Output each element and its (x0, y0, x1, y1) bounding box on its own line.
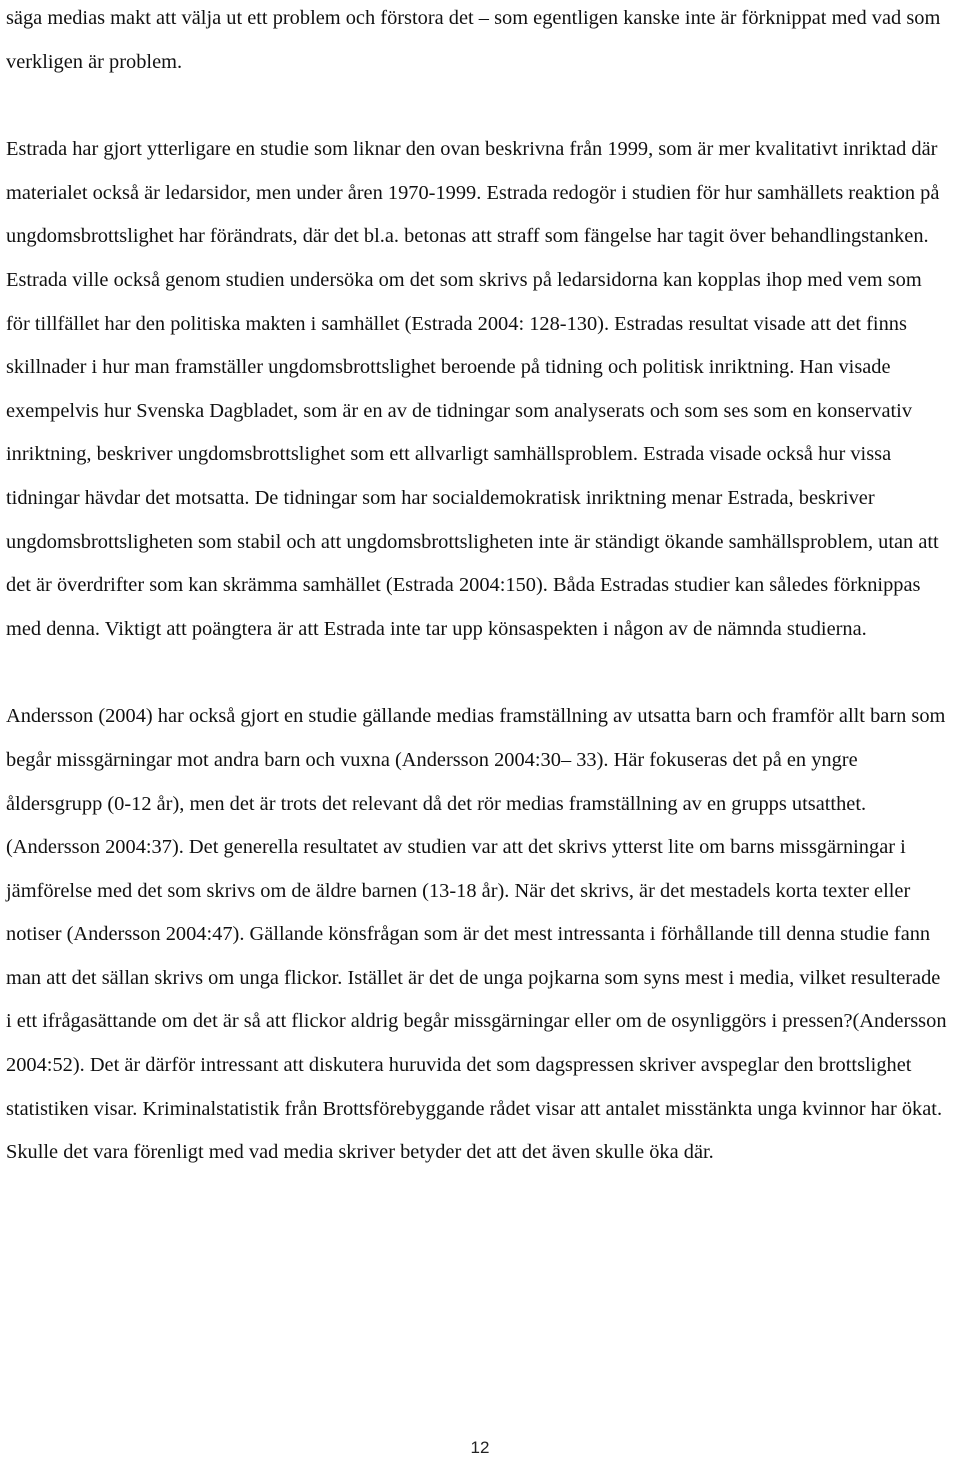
paragraph-estrada-study: Estrada har gjort ytterligare en studie som liknar den ovan beskrivna från 1999, som är mer kvalitativt inriktad där materialet också är ledarsidor, men under åren 1970-1999. Estrada redogör i studien för hur samhällets reaktion på ungdomsbrottslighet har förändrats, där det bl.a. betonas att straff som fängelse har tagit över behandlingstanken. Estrada ville också genom studien undersöka om det som skrivs på ledarsidorna kan kopplas ihop med vem som för tillfället har den politiska makten i samhället (Estrada 2004: 128-130). Estradas resultat visade att det finns skillnader i hur man framställer ungdomsbrottslighet beroende på tidning och politisk inriktning. Han visade exempelvis hur Svenska Dagbladet, som är en av de tidningar som analyserats och som ses som en konservativ inriktning, beskriver ungdomsbrottslighet som ett allvarligt samhällsproblem. Estrada visade också hur vissa tidningar hävdar det motsatta. De tidningar som har socialdemokratisk inriktning menar Estrada, beskriver ungdomsbrottsligheten som stabil och att ungdomsbrottsligheten inte är ständigt ökande samhällsproblem, utan att det är överdrifter som kan skrämma samhället (Estrada 2004:150). Båda Estradas studier kan således förknippas med denna. Viktigt att poängtera är att Estrada inte tar upp könsaspekten i någon av de nämnda studierna. (6, 138, 940, 640)
paragraph-media-power: säga medias makt att välja ut ett problem och förstora det – som egentligen kanske inte är förknippat med vad som verkligen är problem. (6, 7, 941, 73)
paragraph-andersson-study: Andersson (2004) har också gjort en studie gällande medias framställning av utsatta barn och framför allt barn som begår missgärningar mot andra barn och vuxna (Andersson 2004:30– 33). Här fokuseras det på en yngre åldersgrupp (0-12 år), men det är trots det relevant då det rör medias framställning av en grupps utsatthet. (Andersson 2004:37). Det generella resultatet av studien var att det skrivs ytterst lite om barns missgärningar i jämförelse med det som skrivs om de äldre barnen (13-18 år). När det skrivs, är det mestadels korta texter eller notiser (Andersson 2004:47). Gällande könsfrågan som är det mest intressanta i förhållande till denna studie fann man att det sällan skrivs om unga flickor. Istället är det de unga pojkarna som syns mest i media, vilket resulterade i ett ifrågasättande om det är så att flickor aldrig begår missgärningar eller om de osynliggörs i pressen?(Andersson 2004:52). Det är därför intressant att diskutera huruvida det som dagspressen skriver avspeglar den brottslighet statistiken visar. Kriminalstatistik från Brottsförebyggande rådet visar att antalet misstänkta unga kvinnor har ökat. Skulle det vara förenligt med vad media skriver betyder det att det även skulle öka där. (6, 705, 947, 1164)
page-number: 12 (470, 1438, 490, 1457)
